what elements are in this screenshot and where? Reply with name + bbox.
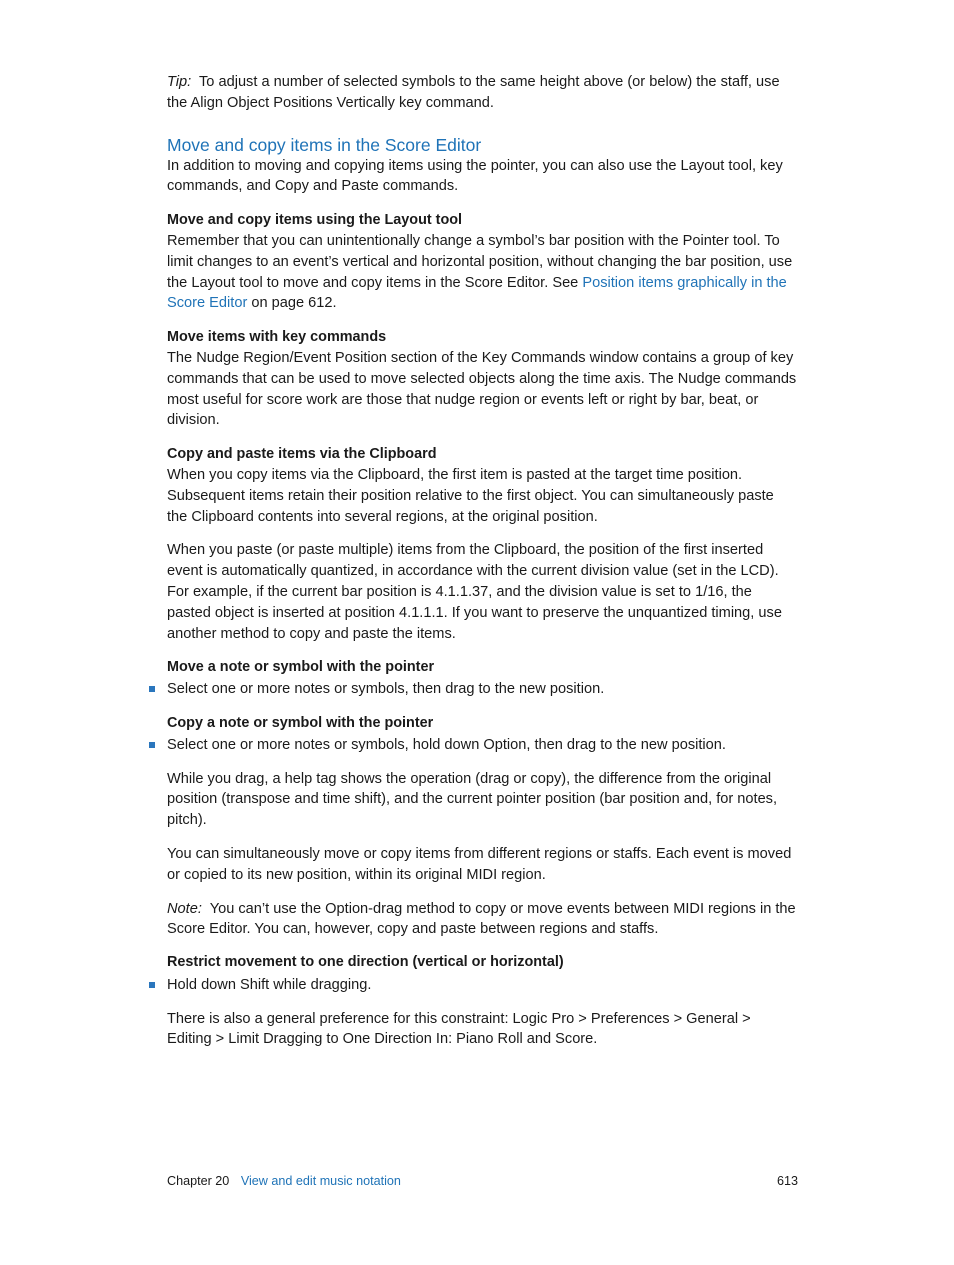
restrict-heading: Restrict movement to one direction (vertical or horizontal) <box>167 954 564 971</box>
page-content <box>167 72 797 1050</box>
section-title: Move and copy items in the Score Editor <box>167 134 482 155</box>
move-pointer-bullet <box>167 679 797 700</box>
restrict-paragraph: There is also a general preference for this constraint: Logic Pro > Preferences > General > Editing > Limit Dragging to One Direction In: Piano Roll and Score. <box>167 1010 751 1048</box>
bullet-square-icon <box>149 982 155 988</box>
page-footer <box>167 1172 798 1190</box>
clipboard-paragraph-2: When you paste (or paste multiple) items from the Clipboard, the position of the first inserted event is automatically quantized, in accordance with the current division value (set in the LCD). For example, if the current bar position is 4.1.1.37, and the division value is set to 1/16, the pasted object is inserted at position 4.1.1.1. If you want to preserve the unquantized timing, use another method to copy and paste the items. <box>167 542 782 642</box>
key-commands-heading: Move items with key commands <box>167 329 387 346</box>
note-label: Note: <box>167 900 202 917</box>
bullet-square-icon <box>149 742 155 748</box>
layout-tool-heading: Move and copy items using the Layout tool <box>167 212 463 229</box>
layout-tool-text-before: Remember that you can unintentionally change a symbol’s bar position with the Pointer tool. To limit changes to an event’s vertical and horizontal position, without changing the bar position, use the Layout tool to move and copy items in the Score Editor. See <box>167 232 793 291</box>
section-intro: In addition to moving and copying items using the pointer, you can also use the Layout tool, key commands, and Copy and Paste commands. <box>167 157 783 195</box>
move-pointer-heading: Move a note or symbol with the pointer <box>167 659 435 676</box>
note-paragraph <box>167 899 797 941</box>
clipboard-paragraph-1: When you copy items via the Clipboard, the first item is pasted at the target time position. Subsequent items retain their position relative to the first object. You can simultaneously paste the Clipboard contents into several regions, at the original position. <box>167 466 774 525</box>
note-block <box>167 899 797 941</box>
footer-chapter: Chapter 20 <box>167 1174 230 1188</box>
footer-page-number: 613 <box>776 1174 798 1188</box>
layout-tool-text-after: on page 612. <box>247 295 337 312</box>
footer-chapter-link[interactable]: View and edit music notation <box>240 1174 401 1188</box>
tip-label: Tip: <box>167 74 192 90</box>
copy-pointer-bullet <box>167 735 797 756</box>
key-commands-paragraph: The Nudge Region/Event Position section of the Key Commands window contains a group of key commands that can be used to move selected objects along the time axis. The Nudge commands most useful for score work are those that nudge region or events left or right by bar, beat, or division. <box>167 349 797 429</box>
tip-block <box>167 72 797 114</box>
restrict-bullet <box>167 975 797 996</box>
tip-text: To adjust a number of selected symbols to the same height above (or below) the staff, use the Align Object Positions Vertically key command. <box>167 74 780 111</box>
move-pointer-bullet-text: Select one or more notes or symbols, then drag to the new position. <box>167 681 605 698</box>
note-text: You can’t use the Option-drag method to copy or move events between MIDI regions in the Score Editor. You can, however, copy and paste between regions and staffs. <box>167 900 796 938</box>
copy-pointer-paragraph-2: You can simultaneously move or copy items from different regions or staffs. Each event is moved or copied to its new position, within its original MIDI region. <box>167 845 792 883</box>
position-items-link[interactable]: Position items graphically in the Score Editor <box>167 274 787 312</box>
restrict-bullet-text: Hold down Shift while dragging. <box>167 976 372 993</box>
clipboard-heading: Copy and paste items via the Clipboard <box>167 446 437 463</box>
bullet-square-icon <box>149 686 155 692</box>
tip-paragraph <box>167 72 797 114</box>
copy-pointer-heading: Copy a note or symbol with the pointer <box>167 714 434 731</box>
copy-pointer-paragraph-1: While you drag, a help tag shows the operation (drag or copy), the difference from the original position (transpose and time shift), and the current pointer position (bar position and, for notes, pitch). <box>167 770 778 829</box>
layout-tool-paragraph <box>167 231 797 314</box>
copy-pointer-bullet-text: Select one or more notes or symbols, hold down Option, then drag to the new position. <box>167 736 726 753</box>
